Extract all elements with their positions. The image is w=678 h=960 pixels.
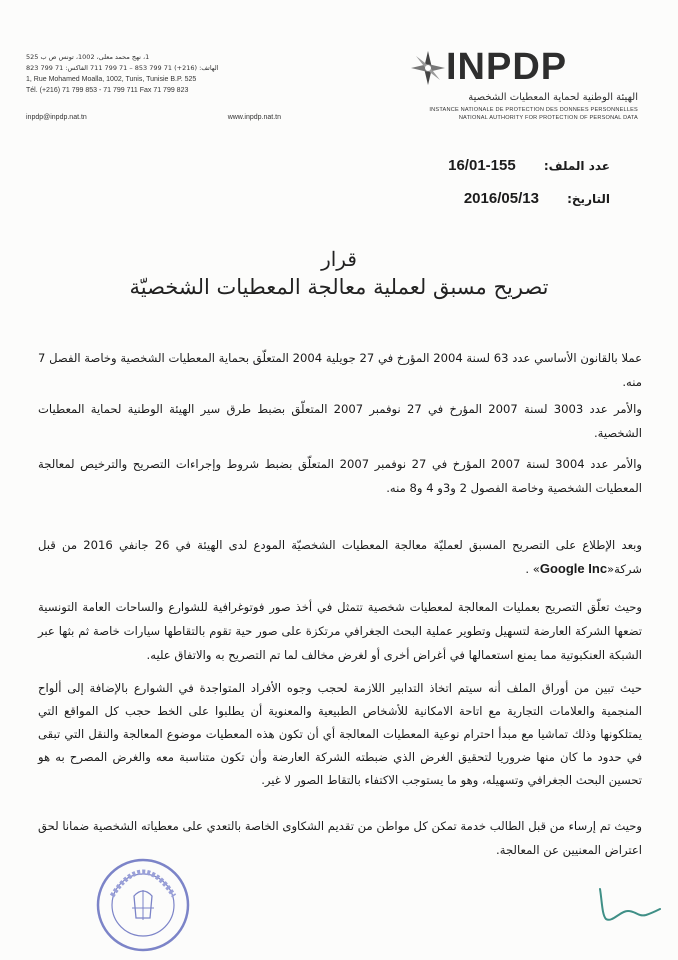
declaration-end: » . xyxy=(525,562,540,576)
paragraph-processing-scope: وحيث تعلّق التصريح بعمليات المعالجة لمعطيات شخصية تتمثل في أخذ صور فوتوغرافية للشوارع والساحات العامة التونسية تضعها الشركة العارضة لتسهيل وتطوير عملية البحث الجغرافي مرتكزة على صور حية تقوم بالتقاطها سيارات خاصة ثم بثها عبر الشبكة العنكبوتية مما يمنع استعمالها في أغراض أخرى أو لغرض مخالف لما تم التصريح به والاتفاق عليه. xyxy=(38,600,642,662)
logo-english-name: NATIONAL AUTHORITY FOR PROTECTION OF PERSONAL DATA xyxy=(458,115,638,121)
file-number-label: عدد الملف: xyxy=(543,159,610,173)
document-subtitle: تصريح مسبق لعملية معالجة المعطيات الشخصيّة xyxy=(129,275,549,299)
contact-fr-phone: Tél. (+216) 71 799 853 - 71 799 711 Fax 71 799 823 xyxy=(26,87,189,94)
paragraph-measures: حيث تبين من أوراق الملف أنه سيتم اتخاذ التدابير اللازمة لحجب وجوه الأفراد المتواجدة في الشوارع بالإضافة إلى ألواح المنجمية والعلامات التجارية مع اتاحة الامكانية للأشخاص الطبيعية والمعنوية أن يطلبوا على الخط حجب كل المواقع التي يمتلكونها وذلك تماشيا مع مبدأ احترام نوعية المعطيات المعالجة أي أن تكون هذه المعطيات موضوع المعالجة والنقل التي تبقى في حدود ما كان منها ضروريا لتحقيق الغرض الذي ضبطته الشركة العارضة وأن تكون متناسبة معه والغرض المصرح به هو تحسين البحث الجغرافي وتسهيله، وهو ما يستوجب الاكتفاء بالتقاط الصور لا غير. xyxy=(38,681,642,787)
logo-arabic-name: الهيئة الوطنية لحماية المعطيات الشخصية xyxy=(468,92,638,103)
inpdp-logo-icon xyxy=(408,48,448,88)
paragraph-decree-3003: والأمر عدد 3003 لسنة 2007 المؤرخ في 27 نوفمبر 2007 المتعلّق بضبط طرق سير الهيئة الوطنية لحماية المعطيات الشخصية. xyxy=(38,402,642,440)
email-link[interactable]: inpdp@inpdp.nat.tn xyxy=(26,114,87,121)
file-number-line xyxy=(448,157,610,174)
company-name: Google Inc xyxy=(539,561,608,576)
paragraph-complaints: وحيث تم إرساء من قبل الطالب خدمة تمكن كل مواطن من تقديم الشكاوى الخاصة بالتعدي على معطياته الشخصية ضمانا لحق اعتراض المعنيين عن المعالجة. xyxy=(38,819,642,857)
document-title: قرار xyxy=(321,247,357,271)
logo-wordmark: INPDP xyxy=(446,46,568,88)
logo-french-name: INSTANCE NATIONALE DE PROTECTION DES DONNEES PERSONNELLES xyxy=(429,107,638,113)
declaration-text: وبعد الإطلاع على التصريح المسبق لعمليّة معالجة المعطيات الشخصيّة المودع لدى الهيئة في 26 جانفي 2016 من قبل شركة« xyxy=(38,538,642,576)
date-label: التاريخ: xyxy=(567,192,610,206)
official-stamp xyxy=(94,856,192,954)
contact-ar-phone: الهاتف: (216+) 71 799 853 – 71 799 711 الفاكس: 71 799 823 xyxy=(26,64,219,72)
signature xyxy=(594,885,664,925)
paragraph-law: عملا بالقانون الأساسي عدد 63 لسنة 2004 المؤرخ في 27 جويلية 2004 المتعلّق بحماية المعطيات الشخصية وخاصة الفصل 7 منه. xyxy=(38,351,643,389)
website-link[interactable]: www.inpdp.nat.tn xyxy=(227,114,281,121)
contact-block xyxy=(26,52,281,121)
date-line xyxy=(464,190,610,207)
file-number-value: 16/01-155 xyxy=(448,157,516,174)
date-value: 2016/05/13 xyxy=(463,190,539,207)
contact-ar-address: 1، نهج محمد معلى، 1002، تونس ص ب 525 xyxy=(26,53,150,61)
contact-links xyxy=(26,112,281,123)
paragraph-declaration xyxy=(38,533,642,581)
contact-fr-address: 1, Rue Mohamed Moalla, 1002, Tunis, Tunisie B.P. 525 xyxy=(26,76,197,83)
inpdp-logo xyxy=(406,44,656,124)
paragraph-decree-3004: والأمر عدد 3004 لسنة 2007 المؤرخ في 27 نوفمبر 2007 المتعلّق بضبط شروط وإجراءات التصريح والترخيص لمعالجة المعطيات الشخصية وخاصة الفصول 2 و3و 4 و8 منه. xyxy=(38,457,643,495)
